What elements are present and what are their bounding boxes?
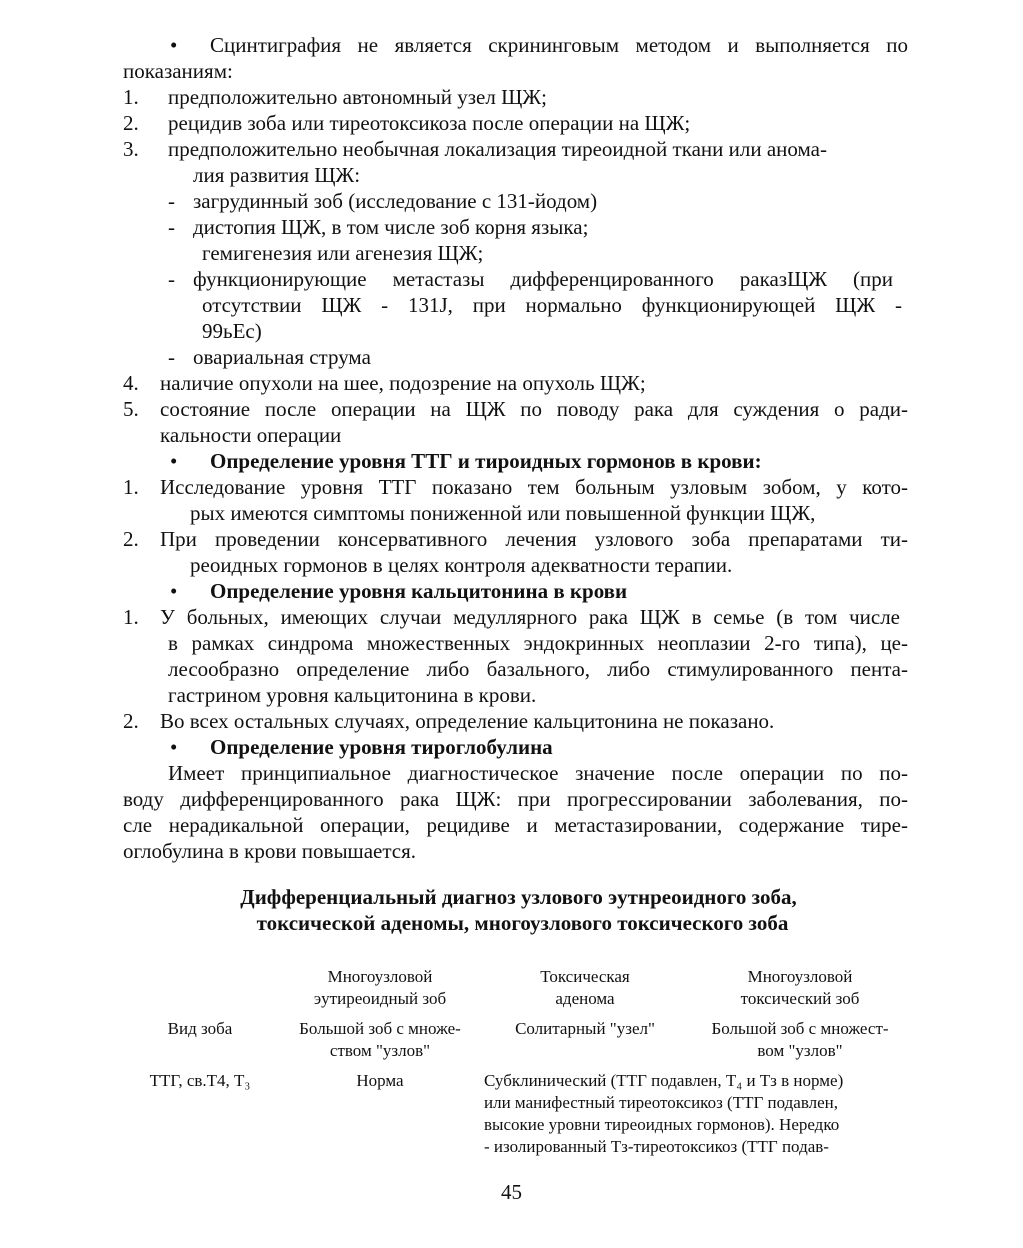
scint-item-text: состояние после операции на ЩЖ по поводу рака для суждения о ради- <box>160 397 908 421</box>
sub-item-text: дистопия ЩЖ, в том числе зоб корня языка; <box>193 215 589 239</box>
table-header-line: Многоузловой <box>747 967 853 986</box>
thyroglobulin-heading: Определение уровня тироглобулина <box>210 735 553 759</box>
bullet-scintigraphy: • <box>170 33 178 57</box>
thyroglobulin-paragraph-line: сле нерадикальной операции, рецидиве и метастазировании, содержание тире- <box>123 813 908 837</box>
table-cell-line: ством "узлов" <box>329 1041 431 1060</box>
table-cell: Норма <box>356 1071 404 1090</box>
table-header-line: аденома <box>555 989 615 1008</box>
thyroglobulin-paragraph-line: оглобулина в крови повышается. <box>123 839 417 863</box>
bullet-ttg: • <box>170 449 178 473</box>
sub-item-dash: - <box>168 215 175 239</box>
bullet-calcitonin: • <box>170 579 178 603</box>
scint-item-text: предположительно необычная локализация тиреоидной ткани или анома- <box>168 137 827 161</box>
sub-item-dash: - <box>168 267 175 291</box>
ttg-heading: Определение уровня ТТГ и тироидных гормонов в крови: <box>210 449 762 473</box>
scint-item-number: 2. <box>123 111 139 135</box>
section-title-line2: токсической аденомы, многоузлового токсического зоба <box>256 911 789 935</box>
ttg-item-text: реоидных гормонов в целях контроля адекватности терапии. <box>190 553 733 577</box>
sub-item-text: отсутствии ЩЖ - 131J, при нормально функционирующей ЩЖ - <box>202 293 902 317</box>
table-header-line: Многоузловой <box>327 967 433 986</box>
scint-item-number: 4. <box>123 371 139 395</box>
table-cell <box>690 1018 910 1062</box>
sub-item-text: загрудинный зоб (исследование с 131-йодом) <box>193 189 598 213</box>
calc-item-text: У больных, имеющих случаи медуллярного рака ЩЖ в семье (в том числе <box>160 605 900 629</box>
table-header <box>690 966 910 1010</box>
table-row-label: ТТГ, св.Т4, Т₃ <box>149 1071 251 1090</box>
calc-item-text: лесообразно определение либо базального, либо стимулированного пента- <box>168 657 908 681</box>
table-row-label: Вид зоба <box>167 1019 233 1038</box>
scint-item-text: лия развития ЩЖ: <box>193 163 361 187</box>
ttg-item-text: При проведении консервативного лечения узлового зоба препаратами ти- <box>160 527 908 551</box>
scint-item-number: 5. <box>123 397 139 421</box>
scint-item-text: рецидив зоба или тиреотоксикоза после операции на ЩЖ; <box>168 111 691 135</box>
calc-item-number: 1. <box>123 605 139 629</box>
thyroglobulin-paragraph-line: воду дифференцированного рака ЩЖ: при прогрессировании заболевания, по- <box>123 787 908 811</box>
sub-item-dash: - <box>168 189 175 213</box>
table-header-line: Токсическая <box>540 967 630 986</box>
sub-item-text: функционирующие метастазы дифференцированного раказЩЖ (при <box>193 267 893 291</box>
sub-item-dash: - <box>168 345 175 369</box>
calc-item-text: гастрином уровня кальцитонина в крови. <box>168 683 537 707</box>
scintigraphy-intro-line1: Сцинтиграфия не является скрининговым методом и выполняется по <box>210 33 908 57</box>
calc-item-text: в рамках синдрома множественных эндокринных неоплазии 2-го типа), це- <box>168 631 908 655</box>
ttg-item-text: Исследование уровня ТТГ показано тем больным узловым зобом, у кото- <box>160 475 908 499</box>
calcitonin-heading: Определение уровня кальцитонина в крови <box>210 579 628 603</box>
scintigraphy-intro-line2: показаниям: <box>123 59 233 83</box>
sub-item-text: гемигенезия или агенезия ЩЖ; <box>202 241 484 265</box>
ttg-item-number: 1. <box>123 475 139 499</box>
sub-item-text: овариальная струма <box>193 345 371 369</box>
table-cell-line: Большой зоб с множест- <box>711 1019 889 1038</box>
table-cell <box>280 1018 480 1062</box>
scint-item-number: 3. <box>123 137 139 161</box>
calc-item-number: 2. <box>123 709 139 733</box>
page-number: 45 <box>501 1180 522 1204</box>
table-header-line: эутиреоидный зоб <box>313 989 447 1008</box>
table-cell-line: или манифестный тиреотоксикоз (ТТГ подавлен, <box>484 1093 839 1112</box>
ttg-item-text: рых имеются симптомы пониженной или повышенной функции ЩЖ, <box>190 501 816 525</box>
table-cell-line: высокие уровни тиреоидных гормонов). Нередко <box>484 1115 840 1134</box>
scint-item-text: наличие опухоли на шее, подозрение на опухоль ЩЖ; <box>160 371 646 395</box>
scint-item-text: кальности операции <box>160 423 342 447</box>
table-cell-line: - изолированный Тз-тиреотоксикоз (ТТГ подав- <box>484 1137 829 1156</box>
table-header-line: токсический зоб <box>740 989 860 1008</box>
calc-item-text: Во всех остальных случаях, определение кальцитонина не показано. <box>160 709 775 733</box>
table-header <box>280 966 480 1010</box>
ttg-item-number: 2. <box>123 527 139 551</box>
sub-item-text: 99ьЕс) <box>202 319 262 343</box>
table-cell-line: Субклинический (ТТГ подавлен, Т₄ и Тз в норме) <box>484 1071 844 1090</box>
table-header <box>490 966 680 1010</box>
table-cell-span <box>484 1070 904 1158</box>
table-cell: Солитарный "узел" <box>515 1019 655 1038</box>
scint-item-number: 1. <box>123 85 139 109</box>
scint-item-text: предположительно автономный узел ЩЖ; <box>168 85 547 109</box>
bullet-thyroglobulin: • <box>170 735 178 759</box>
thyroglobulin-paragraph-line: Имеет принципиальное диагностическое значение после операции по по- <box>168 761 908 785</box>
table-cell-line: вом "узлов" <box>757 1041 843 1060</box>
table-cell-line: Большой зоб с множе- <box>299 1019 461 1038</box>
section-title-line1: Дифференциальный диагноз узлового эутнреоидного зоба, <box>240 885 797 909</box>
